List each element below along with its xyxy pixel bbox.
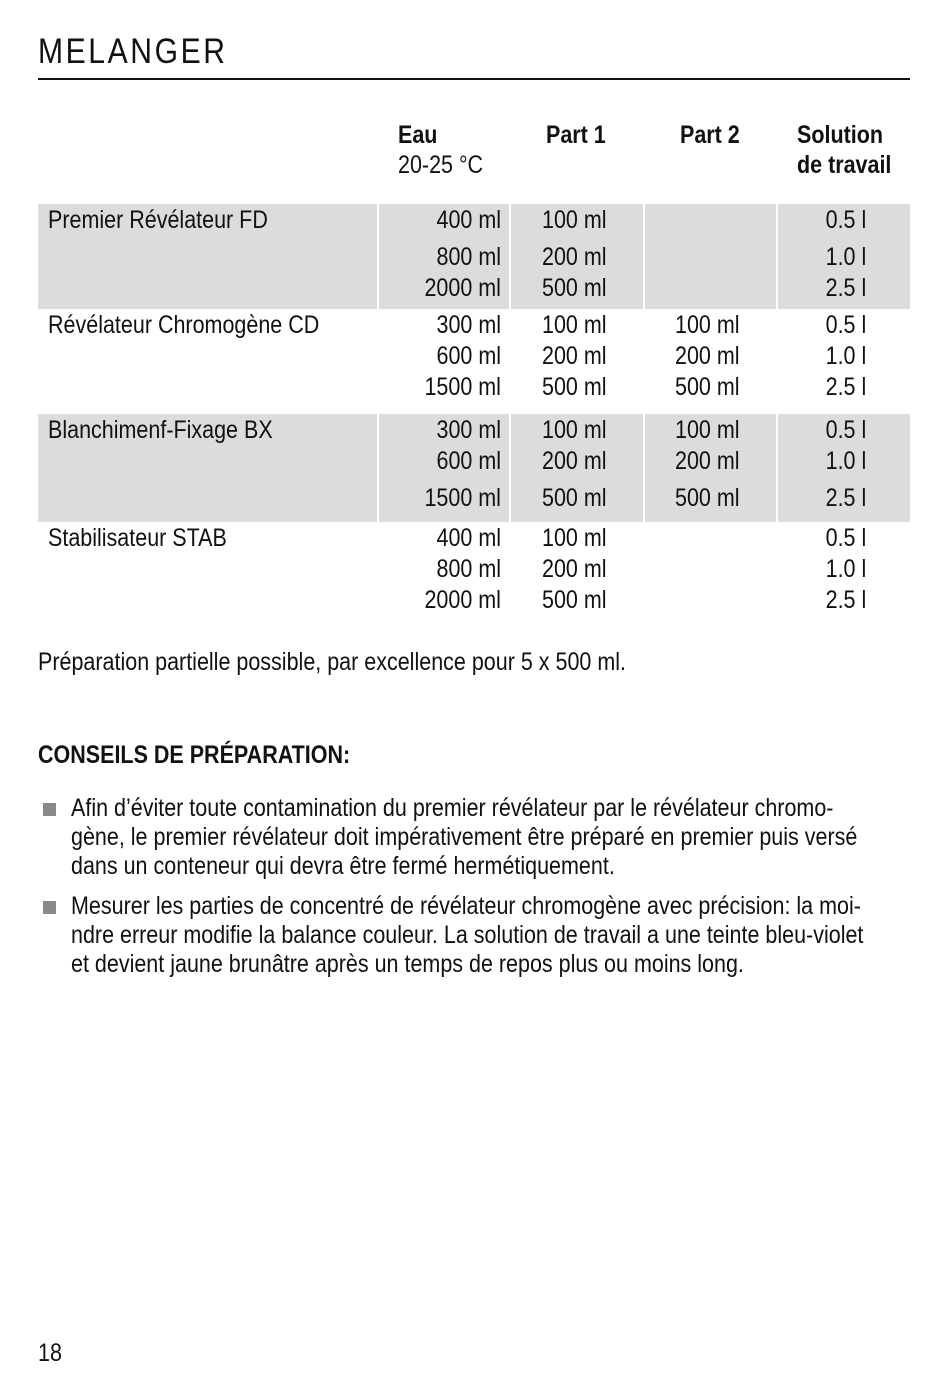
eau-value: 300 ml — [436, 416, 501, 444]
solution-value: 0.5 l — [825, 416, 866, 444]
product-name: Stabilisateur STAB — [48, 524, 227, 552]
part2-cell — [645, 309, 776, 414]
solution-value: 0.5 l — [825, 524, 866, 552]
eau-cell — [379, 414, 509, 522]
eau-cell — [379, 522, 509, 627]
header-eau: Eau 20-25 °C — [398, 121, 484, 179]
part1-cell — [511, 414, 643, 522]
part1-cell — [511, 309, 643, 414]
part2-value: 100 ml — [675, 416, 740, 444]
eau-value: 300 ml — [436, 311, 501, 339]
product-name: Révélateur Chromogène CD — [48, 311, 320, 339]
part1-value: 200 ml — [542, 342, 607, 370]
eau-value: 600 ml — [436, 342, 501, 370]
mixing-table — [38, 204, 910, 627]
tips-heading: CONSEILS DE PRÉPARATION: — [38, 741, 351, 769]
page-number: 18 — [38, 1339, 62, 1367]
solution-value: 2.5 l — [825, 373, 866, 401]
part2-cell — [645, 414, 776, 522]
eau-value: 2000 ml — [424, 274, 501, 302]
eau-value: 600 ml — [436, 447, 501, 475]
header-eau-temp: 20-25 °C — [398, 151, 484, 179]
solution-value: 0.5 l — [825, 311, 866, 339]
table-row — [38, 522, 910, 627]
part1-value: 500 ml — [542, 586, 607, 614]
part2-value: 500 ml — [675, 484, 740, 512]
eau-cell — [379, 204, 509, 309]
solution-value: 1.0 l — [825, 342, 866, 370]
part2-value: 500 ml — [675, 373, 740, 401]
solution-cell — [778, 204, 910, 309]
table-row — [38, 309, 910, 414]
eau-value: 800 ml — [436, 243, 501, 271]
solution-cell — [778, 414, 910, 522]
product-name-cell — [38, 414, 377, 522]
page-title: MELANGER — [38, 32, 228, 71]
solution-cell — [778, 522, 910, 627]
part2-value: 200 ml — [675, 342, 740, 370]
part1-value: 200 ml — [542, 555, 607, 583]
eau-value: 400 ml — [436, 206, 501, 234]
part1-value: 100 ml — [542, 524, 607, 552]
solution-value: 1.0 l — [825, 555, 866, 583]
product-name: Blanchimenf-Fixage BX — [48, 416, 273, 444]
solution-value: 2.5 l — [825, 274, 866, 302]
part2-value: 100 ml — [675, 311, 740, 339]
product-name-cell — [38, 204, 377, 309]
square-bullet-icon — [43, 901, 56, 914]
tip-text: Afin d’éviter toute contamination du premier révélateur par le révélateur chromo- gène, le premier révélateur doit impérativement être préparé en premier puis versé dans un conteneur qui devra être fermé hermétiquement. — [71, 794, 858, 880]
eau-cell — [379, 309, 509, 414]
eau-value: 400 ml — [436, 524, 501, 552]
eau-value: 1500 ml — [424, 373, 501, 401]
product-name-cell — [38, 309, 377, 414]
solution-value: 0.5 l — [825, 206, 866, 234]
part1-value: 200 ml — [542, 243, 607, 271]
header-solution: Solution de travail — [797, 121, 892, 179]
square-bullet-icon — [43, 803, 56, 816]
solution-value: 2.5 l — [825, 586, 866, 614]
partial-preparation-note: Préparation partielle possible, par excellence pour 5 x 500 ml. — [38, 648, 626, 676]
part1-value: 200 ml — [542, 447, 607, 475]
tip-text: Mesurer les parties de concentré de révélateur chromogène avec précision: la moi- ndre erreur modifie la balance couleur. La solution de travail a une teinte bleu-violet et devient jaune brunâtre après un temps de repos plus ou moins long. — [71, 892, 864, 978]
table-row — [38, 204, 910, 309]
part1-value: 100 ml — [542, 416, 607, 444]
title-divider — [38, 78, 910, 80]
product-name: Premier Révélateur FD — [48, 206, 268, 234]
part2-cell — [645, 522, 776, 627]
part1-value: 500 ml — [542, 484, 607, 512]
header-part1: Part 1 — [546, 121, 606, 149]
solution-value: 1.0 l — [825, 243, 866, 271]
eau-value: 800 ml — [436, 555, 501, 583]
table-row — [38, 414, 910, 522]
part2-cell — [645, 204, 776, 309]
part1-value: 100 ml — [542, 206, 607, 234]
part1-value: 500 ml — [542, 274, 607, 302]
solution-value: 2.5 l — [825, 484, 866, 512]
part1-cell — [511, 204, 643, 309]
eau-value: 1500 ml — [424, 484, 501, 512]
eau-value: 2000 ml — [424, 586, 501, 614]
product-name-cell — [38, 522, 377, 627]
solution-value: 1.0 l — [825, 447, 866, 475]
part2-value: 200 ml — [675, 447, 740, 475]
header-part2: Part 2 — [680, 121, 740, 149]
part1-cell — [511, 522, 643, 627]
solution-cell — [778, 309, 910, 414]
part1-value: 500 ml — [542, 373, 607, 401]
part1-value: 100 ml — [542, 311, 607, 339]
